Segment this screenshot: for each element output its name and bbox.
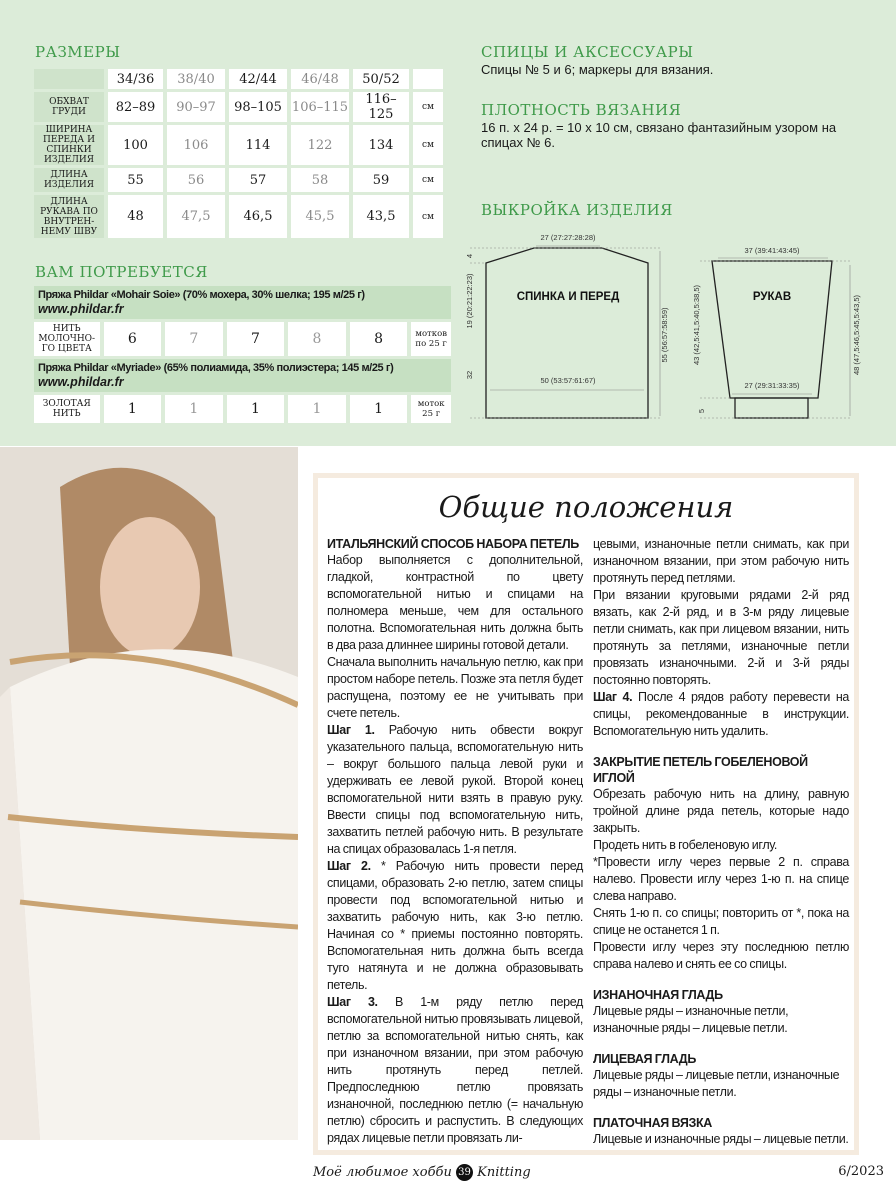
cell: 98–105 — [229, 92, 287, 122]
yarn-2-row — [34, 395, 451, 423]
cell: 100 — [108, 125, 163, 165]
paragraph: *Провести иглу через первые 2 п. справа налево. Провести иглу через 1-ю п. на спице слева направо. — [593, 855, 849, 903]
row-label: ДЛИНА РУКАВА ПО ВНУТРЕН-НЕМУ ШВУ — [34, 195, 104, 238]
sleeve-top-dim: 37 (39:41:43:45) — [744, 246, 800, 255]
sleeve-label: РУКАВ — [752, 291, 792, 303]
paragraph: Лицевые и изнаночные ряды – лицевые петли. — [593, 1132, 849, 1146]
paragraph — [593, 689, 849, 740]
yarn-1-row — [34, 322, 451, 356]
cell: 8 — [350, 322, 408, 356]
gauge-text: 16 п. х 24 р. = 10 х 10 см, связано фантазийным узором на спицах № 6. — [481, 120, 837, 150]
row-label: ШИРИНА ПЕРЕДА И СПИНКИ ИЗДЕЛИЯ — [34, 125, 104, 165]
unit: моток 25 г — [411, 395, 451, 423]
model-photo — [0, 447, 298, 1140]
back-length-dim: 55 (56:57:58:59) — [660, 307, 669, 363]
paragraph — [327, 722, 583, 858]
row-label: ЗОЛОТАЯ НИТЬ — [34, 395, 100, 423]
unit: см — [413, 92, 443, 122]
back-label: СПИНКА И ПЕРЕД — [516, 291, 620, 303]
cell: 47,5 — [167, 195, 225, 238]
size-header: 42/44 — [229, 69, 287, 89]
step-text: * Рабочую нить провести перед спицами, образовать 2-ю петлю, затем спицы провести под вспомогательной нитью и захватить рабочую нить, как 3-ю петлю. Начиная со * приемы постоянно повторять. Вспомогательная нить должна быть всегда туго натянута и не должна образовывать петель. — [327, 859, 583, 992]
cell: 82–89 — [108, 92, 163, 122]
paragraph: цевыми, изнаночные петли снимать, как при изнаночном вязании, при этом рабочую нить протянуть перед петлями. — [593, 537, 849, 585]
sleeve-side-dim: 43 (42,5:41,5:40,5:38,5) — [692, 284, 701, 366]
row-label: ОБХВАТ ГРУДИ — [34, 92, 104, 122]
yarn-section — [34, 286, 451, 423]
cell: 56 — [167, 168, 225, 192]
back-side-dim: 32 — [465, 370, 474, 380]
sleeve-bottom-dim: 27 (29:31:33:35) — [744, 381, 800, 390]
row-label: НИТЬ МОЛОЧНО-ГО ЦВЕТА — [34, 322, 100, 356]
step-label: Шаг 4. — [593, 690, 633, 704]
cell: 134 — [353, 125, 409, 165]
cell: 1 — [227, 395, 285, 423]
needles-text: Спицы № 5 и 6; маркеры для вязания. — [481, 62, 714, 77]
cell: 55 — [108, 168, 163, 192]
paragraph: Снять 1-ю п. со спицы; повторить от *, пока на спице не останется 1 п. — [593, 906, 849, 937]
magazine-name: Моё любимое хобби — [313, 1165, 452, 1180]
step-label: Шаг 3. — [327, 995, 378, 1009]
cell: 7 — [165, 322, 223, 356]
cuff-dim: 5 — [697, 408, 706, 414]
article-column-1 — [327, 536, 583, 1147]
back-top-dim: 27 (27:27:28:28) — [540, 233, 596, 242]
paragraph: Обрезать рабочую нить на длину, равную тройной длине ряда петель, которые надо закрыть. — [593, 787, 849, 835]
unit: см — [413, 125, 443, 165]
section-name: Knitting — [477, 1165, 531, 1180]
cell: 1 — [350, 395, 408, 423]
cell: 1 — [288, 395, 346, 423]
issue-number: 6/2023 — [838, 1164, 884, 1179]
cell: 45,5 — [291, 195, 349, 238]
section-heading: ИТАЛЬЯНСКИЙ СПОСОБ НАБОРА ПЕТЕЛЬ — [327, 537, 579, 551]
step-text: После 4 рядов работу перевести на спицы, рекомендованные в инструкции. Вспомогательную нить удалить. — [593, 690, 849, 738]
yarn-1-header — [34, 286, 451, 319]
cell: 8 — [288, 322, 346, 356]
footer-magazine — [313, 1164, 531, 1181]
back-armhole-dim: 19 (20:21:22:23) — [465, 273, 474, 329]
sleeve-length-dim: 48 (47,5:46,5:45,5:43,5) — [852, 294, 861, 376]
cell: 1 — [165, 395, 223, 423]
back-shoulder-dim: 4 — [465, 253, 474, 259]
paragraph: Продеть нить в гобеленовую иглу. — [593, 838, 778, 852]
cell: 116–125 — [353, 92, 409, 122]
section-heading: ЗАКРЫТИЕ ПЕТЕЛЬ ГОБЕЛЕНОВОЙ ИГЛОЙ — [593, 755, 808, 785]
cell: 114 — [229, 125, 287, 165]
article-title: Общие положения — [438, 490, 734, 524]
pattern-title: ВЫКРОЙКА ИЗДЕЛИЯ — [481, 201, 673, 219]
section-heading: ИЗНАНОЧНАЯ ГЛАДЬ — [593, 988, 723, 1002]
cell: 46,5 — [229, 195, 287, 238]
back-outline — [486, 248, 648, 418]
back-width-dim: 50 (53:57:61:67) — [540, 376, 596, 385]
paragraph — [327, 858, 583, 994]
sizes-title: РАЗМЕРЫ — [35, 43, 121, 61]
paragraph: Набор выполняется с дополнительной, гладкой, контрастной по цвету вспомогательной нитью и спицами на полномера меньше, чем для остального полотна. Вспомогательная нить должна быть в два раза длиннее ширины готовой детали. — [327, 553, 583, 652]
paragraph: Провести иглу через эту последнюю петлю справа налево и снять ее со спицы. — [593, 940, 849, 971]
size-header: 46/48 — [291, 69, 349, 89]
size-header: 34/36 — [108, 69, 163, 89]
needles-title: СПИЦЫ И АКСЕССУАРЫ — [481, 43, 694, 61]
paragraph — [327, 994, 583, 1147]
cell: 106 — [167, 125, 225, 165]
gauge-title: ПЛОТНОСТЬ ВЯЗАНИЯ — [481, 101, 682, 119]
yarn-url: www.phildar.fr — [38, 302, 124, 316]
step-label: Шаг 1. — [327, 723, 375, 737]
paragraph: Лицевые ряды – изнаночные петли, изнаночные ряды – лицевые петли. — [593, 1004, 789, 1035]
cell: 43,5 — [353, 195, 409, 238]
cuff-outline — [735, 398, 808, 418]
paragraph: При вязании круговыми рядами 2-й ряд вязать, как 2-й ряд, и в 3-м ряду лицевые петли снимать, как при лицевом вязании, нить протянуть за петлями, изнаночные петли провязать изнаночными. 2-й и 3-й ряды постоянно повторять. — [593, 588, 849, 687]
cell: 57 — [229, 168, 287, 192]
row-label: ДЛИНА ИЗДЕЛИЯ — [34, 168, 104, 192]
cell: 106–115 — [291, 92, 349, 122]
cell: 48 — [108, 195, 163, 238]
step-text: В 1-м ряду петлю перед вспомогательной нитью провязывать лицевой, петлю за вспомогательной нитью снять, как при изнаночном вязании, при этом рабочую нить протянуть перед петлей. Предпоследнюю петлю провязать изнаночной, последнюю петлю (= начальную петлю) сбросить и распустить. В следующих рядах лицевые петли провязать ли- — [327, 995, 583, 1145]
yarn-title: ВАМ ПОТРЕБУЕТСЯ — [35, 263, 208, 281]
section-heading: ПЛАТОЧНАЯ ВЯЗКА — [593, 1116, 712, 1130]
yarn-name: Пряжа Phildar «Mohair Soie» (70% мохера, 30% шелка; 195 м/25 г) — [38, 289, 365, 301]
step-text: Рабочую нить обвести вокруг указательного пальца, вспомогательную нить – вокруг большого пальца левой руки и удерживать ее левой рукой. Второй конец вспомогательной нити взять в правую руку. Ввести спицы под вспомогательную нить, захватить петлей рабочую нить. В результате на спицах образовалась 1-я петля. — [327, 723, 583, 856]
paragraph: Лицевые ряды – лицевые петли, изнаночные ряды – изнаночные петли. — [593, 1068, 840, 1099]
sizes-table — [30, 66, 447, 241]
article-column-2 — [593, 536, 849, 1148]
step-label: Шаг 2. — [327, 859, 371, 873]
unit: см — [413, 195, 443, 238]
cell: 1 — [104, 395, 162, 423]
paragraph: Сначала выполнить начальную петлю, как при простом наборе петель. Позже эта петля будет распущена, поэтому ее не учитывать при счете петель. — [327, 655, 583, 720]
sleeve-outline — [712, 261, 832, 398]
cell: 6 — [104, 322, 162, 356]
cell: 58 — [291, 168, 349, 192]
yarn-2-header — [34, 359, 451, 392]
sweater-illustration — [0, 447, 298, 1140]
pattern-schematic — [460, 225, 890, 425]
article-box — [313, 473, 859, 1155]
unit: мотков по 25 г — [411, 322, 451, 356]
cell: 7 — [227, 322, 285, 356]
size-header: 38/40 — [167, 69, 225, 89]
cell: 59 — [353, 168, 409, 192]
unit: см — [413, 168, 443, 192]
cell: 90–97 — [167, 92, 225, 122]
size-header: 50/52 — [353, 69, 409, 89]
section-heading: ЛИЦЕВАЯ ГЛАДЬ — [593, 1052, 696, 1066]
yarn-name: Пряжа Phildar «Myriade» (65% полиамида, 35% полиэстера; 145 м/25 г) — [38, 362, 394, 374]
page-number: 39 — [456, 1164, 473, 1181]
cell: 122 — [291, 125, 349, 165]
yarn-url: www.phildar.fr — [38, 375, 124, 389]
